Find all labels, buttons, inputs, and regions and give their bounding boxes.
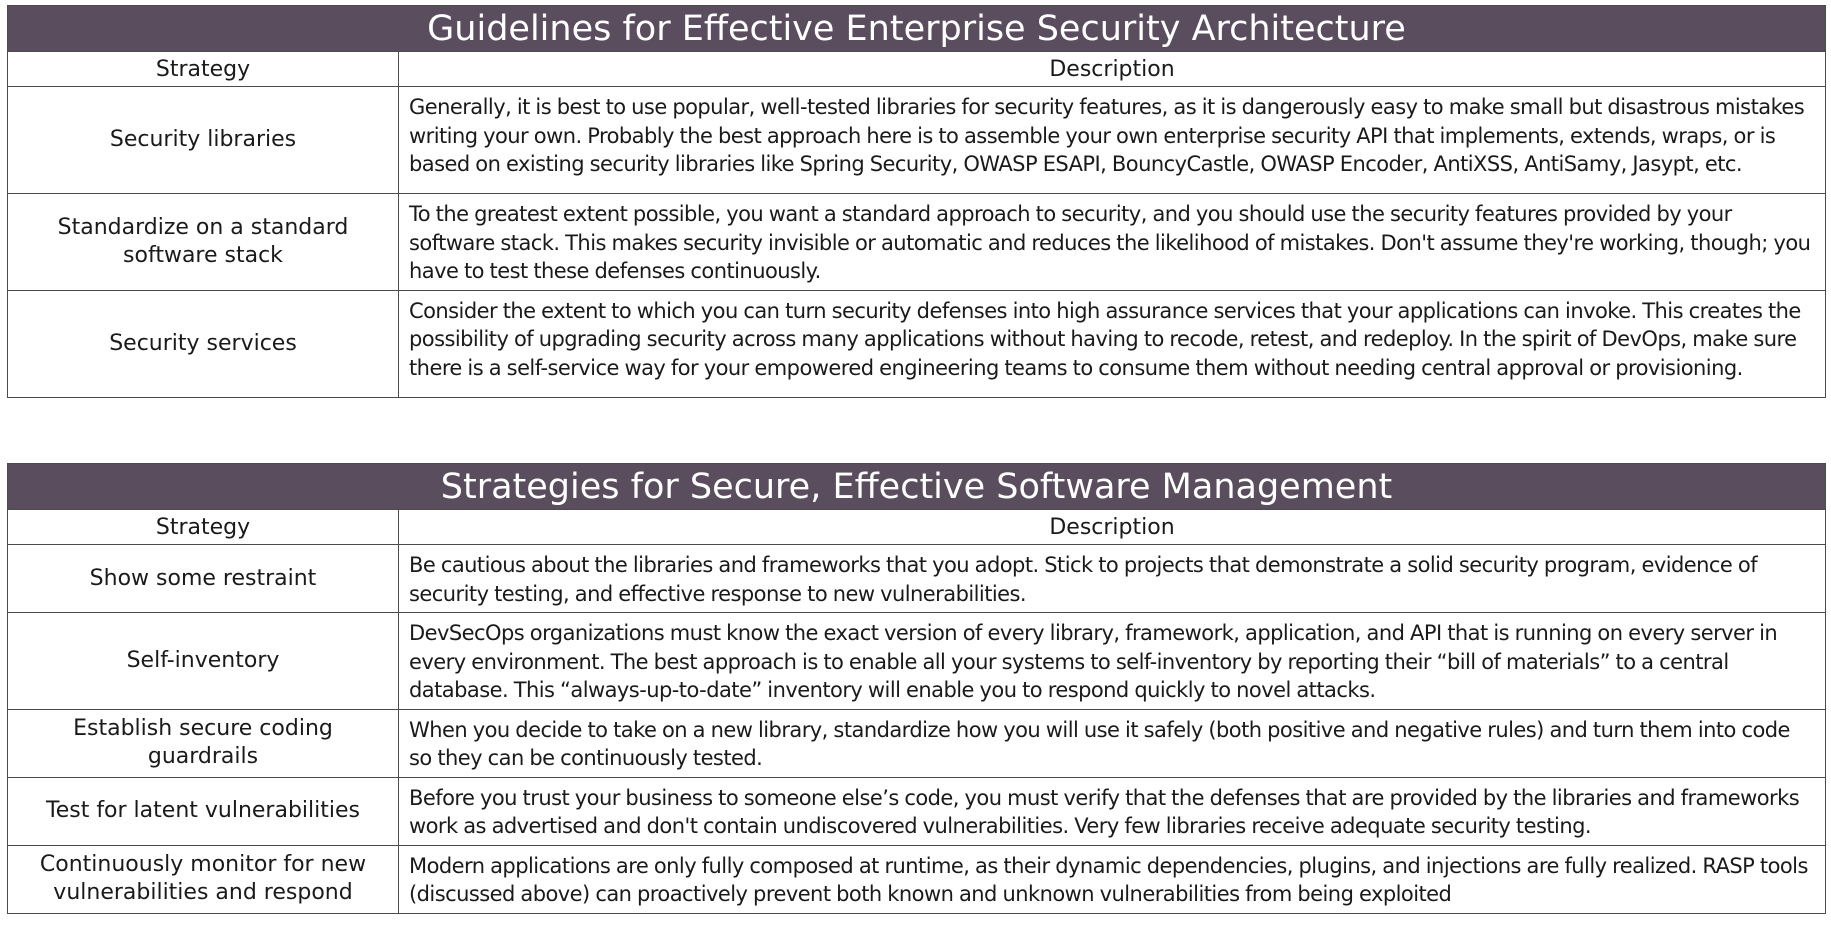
table-row bbox=[8, 87, 1826, 194]
description-cell: DevSecOps organizations must know the exact version of every library, framework, application, and API that is running on every server in every environment. The best approach is to enable all your systems to self-inventory by reporting their “bill of materials” to a central database. This “always-up-to-date” inventory will enable you to respond quickly to novel attacks. bbox=[399, 613, 1826, 710]
strategy-cell: Security services bbox=[8, 290, 399, 397]
column-header-strategy: Strategy bbox=[8, 510, 399, 545]
column-header-strategy: Strategy bbox=[8, 52, 399, 87]
table-row bbox=[8, 777, 1826, 845]
column-header-description: Description bbox=[399, 510, 1826, 545]
table-row bbox=[8, 545, 1826, 613]
table-title: Guidelines for Effective Enterprise Security Architecture bbox=[8, 6, 1826, 52]
strategy-cell: Security libraries bbox=[8, 87, 399, 194]
column-header-description: Description bbox=[399, 52, 1826, 87]
description-cell: Be cautious about the libraries and frameworks that you adopt. Stick to projects that demonstrate a solid security program, evidence of security testing, and effective response to new vulnerabilities. bbox=[399, 545, 1826, 613]
security-architecture-table bbox=[7, 5, 1826, 398]
table-title: Strategies for Secure, Effective Software Management bbox=[8, 464, 1826, 510]
strategy-cell: Show some restraint bbox=[8, 545, 399, 613]
strategy-cell: Standardize on a standard software stack bbox=[8, 194, 399, 291]
strategy-cell: Establish secure coding guardrails bbox=[8, 709, 399, 777]
table-row bbox=[8, 845, 1826, 913]
strategy-cell: Continuously monitor for new vulnerabilities and respond bbox=[8, 845, 399, 913]
description-cell: Consider the extent to which you can turn security defenses into high assurance services that your applications can invoke. This creates the possibility of upgrading security across many applications without having to recode, retest, and redeploy. In the spirit of DevOps, make sure there is a self-service way for your empowered engineering teams to consume them without needing central approval or provisioning. bbox=[399, 290, 1826, 397]
table-row bbox=[8, 613, 1826, 710]
strategy-cell: Test for latent vulnerabilities bbox=[8, 777, 399, 845]
software-management-table bbox=[7, 463, 1826, 914]
description-cell: When you decide to take on a new library, standardize how you will use it safely (both positive and negative rules) and turn them into code so they can be continuously tested. bbox=[399, 709, 1826, 777]
description-cell: To the greatest extent possible, you want a standard approach to security, and you should use the security features provided by your software stack. This makes security invisible or automatic and reduces the likelihood of mistakes. Don't assume they're working, though; you have to test these defenses continuously. bbox=[399, 194, 1826, 291]
description-cell: Generally, it is best to use popular, well-tested libraries for security features, as it is dangerously easy to make small but disastrous mistakes writing your own. Probably the best approach here is to assemble your own enterprise security API that implements, extends, wraps, or is based on existing security libraries like Spring Security, OWASP ESAPI, BouncyCastle, OWASP Encoder, AntiXSS, AntiSamy, Jasypt, etc. bbox=[399, 87, 1826, 194]
description-cell: Before you trust your business to someone else’s code, you must verify that the defenses that are provided by the libraries and frameworks work as advertised and don't contain undiscovered vulnerabilities. Very few libraries receive adequate security testing. bbox=[399, 777, 1826, 845]
strategy-cell: Self-inventory bbox=[8, 613, 399, 710]
table-row bbox=[8, 290, 1826, 397]
description-cell: Modern applications are only fully composed at runtime, as their dynamic dependencies, plugins, and injections are fully realized. RASP tools (discussed above) can proactively prevent both known and unknown vulnerabilities from being exploited bbox=[399, 845, 1826, 913]
table-row bbox=[8, 194, 1826, 291]
table-row bbox=[8, 709, 1826, 777]
